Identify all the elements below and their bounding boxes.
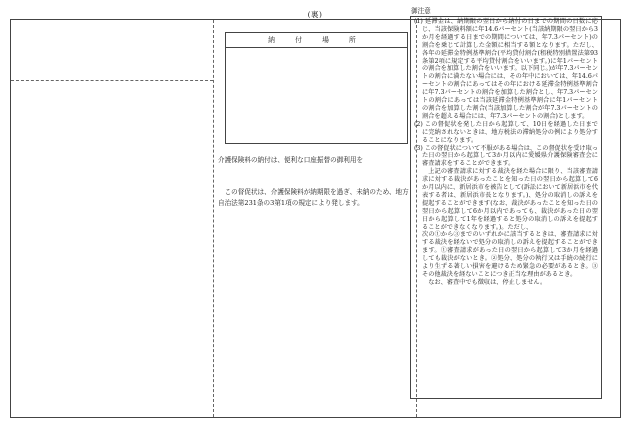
overdue-notice-text: この督促状は、介護保険料が納期限を過ぎ、未納のため、地方自治法第231条の3第1項の規定により発します。 (218, 188, 409, 207)
note-paragraph-collection: なお、審査中でも徴収は、停止しません。 (428, 278, 547, 286)
note-paragraph-lawsuit: 上記の審査請求に対する裁決を経た場合に限り、当該審査請求に対する裁決があったことを知った日の翌日から起算して6か月以内に、新居浜市を被告として(訴訟において新居浜市を代表する者は、新居浜市長となります。)、処分の取消しの訴えを提起することができます(なお、裁決があったことを知った日の翌日から起算して6か月以内であっても、裁決があった日の翌日から起算して1年を経過すると処分の取消しの訴えを提起することができなくなります。)。ただし、 (422, 168, 598, 231)
note-paragraph-exceptions: 次の①から③までのいずれかに該当するときは、審査請求に対する裁決を経ないで処分の取消しの訴えを提起することができます。①審査請求があった日の翌日から起算して3か月を経過しても裁決がないとき。②処分、処分の執行又は手続の続行により生ずる著しい損害を避けるため緊急の必要があるとき。③その他裁決を経ないことにつき正当な理由があるとき。 (422, 231, 598, 278)
notes-box (410, 16, 602, 399)
notes-heading: 御注意 (411, 7, 431, 15)
payment-place-title: 納 付 場 所 (226, 33, 407, 48)
page-side-label: (裏) (307, 10, 323, 19)
note-item-interest: (1) 延滞金は、納期限の翌日から納付の日までの期間の日数に応じ、当該保険料額に年14.6パーセント(当該納期限の翌日から3か月を経過する日までの期間については、年7.3パーセント)の割合を乗じて計算した金額に相当する額となります。ただし、各年の延滞金特例基準割合(平均貸付割合(租税特別措置法第93条第2項に規定する平均貸付割合をいいます。)に年1パーセントの割合を加算した割合をいいます。以下同じ。)が年7.3パーセントの割合に満たない場合には、その年中においては、年14.6パーセントの割合にあってはその年における延滞金特例基準割合に年7.3パーセントの割合を加算した割合とし、年7.3パーセントの割合にあっては当該延滞金特例基準割合に年1パーセントの割合を加算した割合(当該加算した割合が年7.3パーセントの割合を超える場合には、年7.3パーセントの割合)とします。 (414, 18, 598, 120)
bank-transfer-note: 介護保険料の納付は、便利な口座振替の御利用を (218, 156, 364, 164)
fold-line (11, 80, 213, 81)
payment-place-box (225, 32, 408, 144)
middle-column (213, 20, 416, 417)
note-item-disposition: (2) この督促状を発した日から起算して、10日を経過した日までに完納されないときは、地方税法の滞納処分の例により処分することになります。 (414, 120, 598, 144)
note-item-appeal: (3) この督促状について不服がある場合は、この督促状を受け取った日の翌日から起算して3か月以内に愛媛県介護保険審査会に審査請求をすることができます。 (414, 144, 598, 168)
